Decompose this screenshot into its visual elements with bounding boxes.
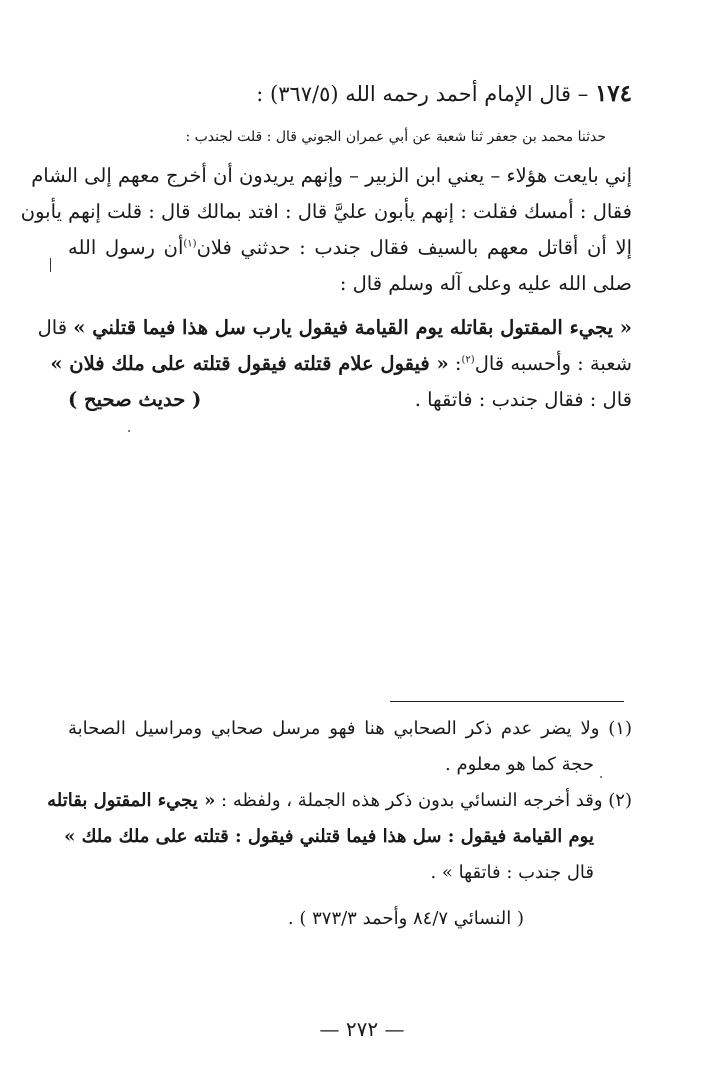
hadith-heading: [68, 80, 632, 107]
body-line-5: [37, 316, 632, 339]
footnote-2-start: (٢) وقد أخرجه النسائي بدون ذكر هذه الجملة ، ولفظه :: [215, 790, 632, 811]
hadith-matn-1: « يجيء المقتول بقاتله يوم القيامة فيقول يارب سل هذا فيما قتلني »: [73, 316, 632, 339]
footnote-ref-2: (٢): [461, 354, 475, 366]
heading-text: – قال الإمام أحمد رحمه الله (٣٦٧/٥) :: [256, 82, 595, 106]
body-line-1: إني بايعت هؤلاء – يعني ابن الزبير – وإنهم يريدون أن أخرج معهم إلى الشام: [31, 164, 632, 187]
body-line-7: قال : فقال جندب : فاتقها .: [414, 388, 632, 411]
hadith-grade: ( حديث صحيح ): [68, 388, 202, 411]
body-line-3-start: إلا أن أقاتل معهم بالسيف فقال جندب : حدثني فلان: [196, 236, 632, 259]
body-line-5-tail: قال: [37, 316, 74, 339]
footnote-2-line-2: يوم القيامة فيقول : سل هذا فيما قتلني فيقول : قتلته على ملك ملك »: [64, 826, 594, 847]
footnote-2-quote-start: « يجيء المقتول بقاتله: [47, 790, 216, 811]
page-number: — ٢٧٢ —: [319, 1017, 405, 1041]
footnote-separator: [390, 701, 624, 702]
footnote-2-line-3: قال جندب : فاتقها » .: [430, 862, 594, 883]
footnote-2-line-1: [47, 790, 632, 811]
footnote-2-citation: ( النسائي ٨٤/٧ وأحمد ٣٧٣/٣ ) .: [287, 908, 524, 929]
hadith-number: ١٧٤: [594, 80, 632, 107]
speck: [128, 430, 130, 432]
footnote-1-line-2: حجة كما هو معلوم .: [445, 754, 594, 775]
body-line-6-start: شعبة : وأحسبه قال: [474, 352, 632, 375]
hadith-matn-2: « فيقول علام قتلته فيقول قتلته على ملك فلان »: [50, 352, 449, 375]
body-line-3: [68, 236, 632, 259]
body-line-3-end: أن رسول الله: [68, 236, 184, 259]
body-line-6-colon: :: [448, 352, 462, 375]
speck: [600, 776, 602, 778]
body-line-6: [50, 352, 632, 375]
body-line-4: صلى الله عليه وعلى آله وسلم قال :: [339, 272, 632, 295]
footnote-ref-1: (١): [183, 238, 197, 250]
body-line-2: فقال : أمسك فقلت : إنهم يأبون عليَّ قال : افتد بمالك قال : قلت إنهم يأبون: [20, 200, 632, 223]
margin-mark: [50, 258, 51, 272]
isnad-chain: حدثنا محمد بن جعفر ثنا شعبة عن أبي عمران الجوني قال : قلت لجندب :: [185, 129, 606, 145]
footnote-1-line-1: (١) ولا يضر عدم ذكر الصحابي هنا فهو مرسل صحابي ومراسيل الصحابة: [68, 718, 632, 739]
